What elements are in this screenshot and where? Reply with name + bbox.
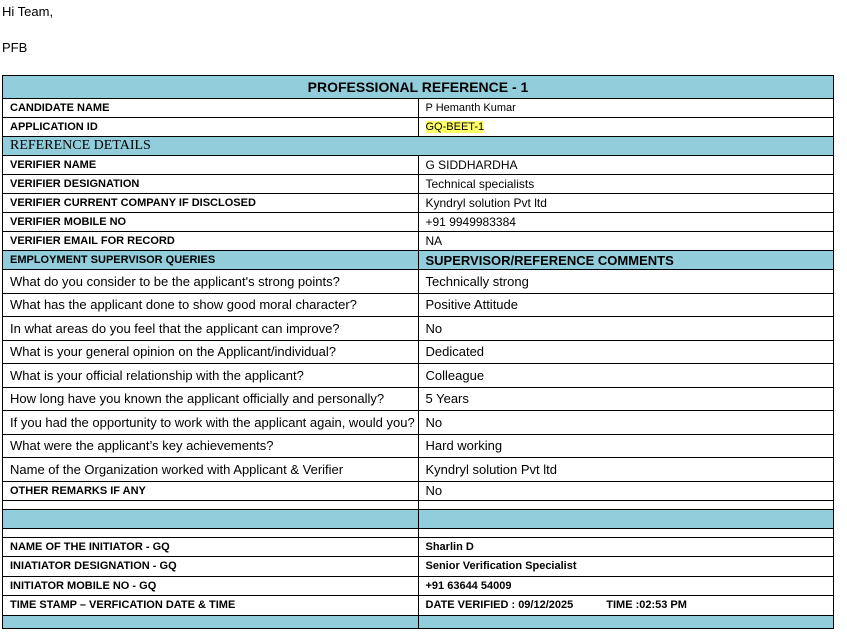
question-text: How long have you known the applicant officially and personally? <box>3 387 419 411</box>
spacer-cell <box>3 500 419 509</box>
question-text: In what areas do you feel that the applicant can improve? <box>3 317 419 341</box>
question-row <box>3 340 834 364</box>
table-row <box>3 232 834 251</box>
other-remarks-row <box>3 481 834 500</box>
verifier-name-label: VERIFIER NAME <box>3 156 419 175</box>
date-verified: DATE VERIFIED : 09/12/2025 <box>425 599 574 612</box>
table-row <box>3 557 834 577</box>
greeting-text: Hi Team, <box>2 4 54 19</box>
verifier-company-label: VERIFIER CURRENT COMPANY IF DISCLOSED <box>3 194 419 213</box>
answer-text: Kyndryl solution Pvt ltd <box>418 458 834 482</box>
verifier-designation-value: Technical specialists <box>418 175 834 194</box>
spacer-row <box>3 528 834 537</box>
spacer-cell <box>418 500 834 509</box>
question-row <box>3 434 834 458</box>
table-row <box>3 194 834 213</box>
blank-header-cell <box>418 509 834 528</box>
candidate-name-label: CANDIDATE NAME <box>3 99 419 118</box>
initiator-mobile-label: INITIATOR MOBILE NO - GQ <box>3 576 419 596</box>
question-text: If you had the opportunity to work with the applicant again, would you? <box>3 411 419 435</box>
verifier-name-value: G SIDDHARDHA <box>418 156 834 175</box>
candidate-name-value: P Hemanth Kumar <box>418 99 834 118</box>
sender-text: PFB <box>2 40 28 55</box>
answer-text: Positive Attitude <box>418 293 834 317</box>
question-row <box>3 364 834 388</box>
table-row <box>3 596 834 616</box>
tail-cell <box>3 615 419 628</box>
queries-header-left: EMPLOYMENT SUPERVISOR QUERIES <box>3 251 419 270</box>
table-row <box>3 175 834 194</box>
time-verified: TIME :02:53 PM <box>606 599 687 612</box>
professional-reference-table <box>2 75 834 629</box>
question-text: Name of the Organization worked with Applicant & Verifier <box>3 458 419 482</box>
table-title: PROFESSIONAL REFERENCE - 1 <box>3 76 834 99</box>
initiator-mobile-value: +91 63644 54009 <box>418 576 834 596</box>
other-remarks-value: No <box>418 481 834 500</box>
timestamp-cell <box>418 596 834 616</box>
answer-text: Hard working <box>418 434 834 458</box>
table-tail-row <box>3 615 834 628</box>
queries-header-right: SUPERVISOR/REFERENCE COMMENTS <box>418 251 834 270</box>
table-row <box>3 99 834 118</box>
initiator-name-label: NAME OF THE INITIATOR - GQ <box>3 537 419 557</box>
verifier-mobile-value: +91 9949983384 <box>418 213 834 232</box>
question-row <box>3 458 834 482</box>
blank-header-cell <box>3 509 419 528</box>
initiator-name-value: Sharlin D <box>418 537 834 557</box>
reference-details-heading: REFERENCE DETAILS <box>3 137 834 156</box>
answer-text: Colleague <box>418 364 834 388</box>
timestamp-label: TIME STAMP – VERFICATION DATE & TIME <box>3 596 419 616</box>
initiator-designation-value: Senior Verification Specialist <box>418 557 834 577</box>
spacer-row <box>3 500 834 509</box>
application-id-cell <box>418 118 834 137</box>
verifier-mobile-label: VERIFIER MOBILE NO <box>3 213 419 232</box>
question-text: What has the applicant done to show good moral character? <box>3 293 419 317</box>
reference-details-row <box>3 137 834 156</box>
answer-text: 5 Years <box>418 387 834 411</box>
question-text: What were the applicant’s key achievements? <box>3 434 419 458</box>
verifier-email-value: NA <box>418 232 834 251</box>
question-row <box>3 411 834 435</box>
question-text: What is your official relationship with the applicant? <box>3 364 419 388</box>
verifier-designation-label: VERIFIER DESIGNATION <box>3 175 419 194</box>
question-text: What is your general opinion on the Applicant/individual? <box>3 340 419 364</box>
application-id-label: APPLICATION ID <box>3 118 419 137</box>
spacer-cell <box>3 528 419 537</box>
table-title-row <box>3 76 834 99</box>
question-row <box>3 387 834 411</box>
application-id-value: GQ-BEET-1 <box>425 121 485 133</box>
table-row <box>3 576 834 596</box>
verifier-email-label: VERIFIER EMAIL FOR RECORD <box>3 232 419 251</box>
tail-cell <box>418 615 834 628</box>
answer-text: Dedicated <box>418 340 834 364</box>
question-row <box>3 270 834 294</box>
blank-header-row <box>3 509 834 528</box>
answer-text: No <box>418 317 834 341</box>
answer-text: No <box>418 411 834 435</box>
answer-text: Technically strong <box>418 270 834 294</box>
initiator-designation-label: INIATIATOR DESIGNATION - GQ <box>3 557 419 577</box>
table-row <box>3 156 834 175</box>
spacer-cell <box>418 528 834 537</box>
other-remarks-label: OTHER REMARKS IF ANY <box>3 481 419 500</box>
table-row <box>3 213 834 232</box>
queries-header-row <box>3 251 834 270</box>
question-row <box>3 317 834 341</box>
table-row <box>3 118 834 137</box>
table-row <box>3 537 834 557</box>
question-row <box>3 293 834 317</box>
question-text: What do you consider to be the applicant's strong points? <box>3 270 419 294</box>
verifier-company-value: Kyndryl solution Pvt ltd <box>418 194 834 213</box>
